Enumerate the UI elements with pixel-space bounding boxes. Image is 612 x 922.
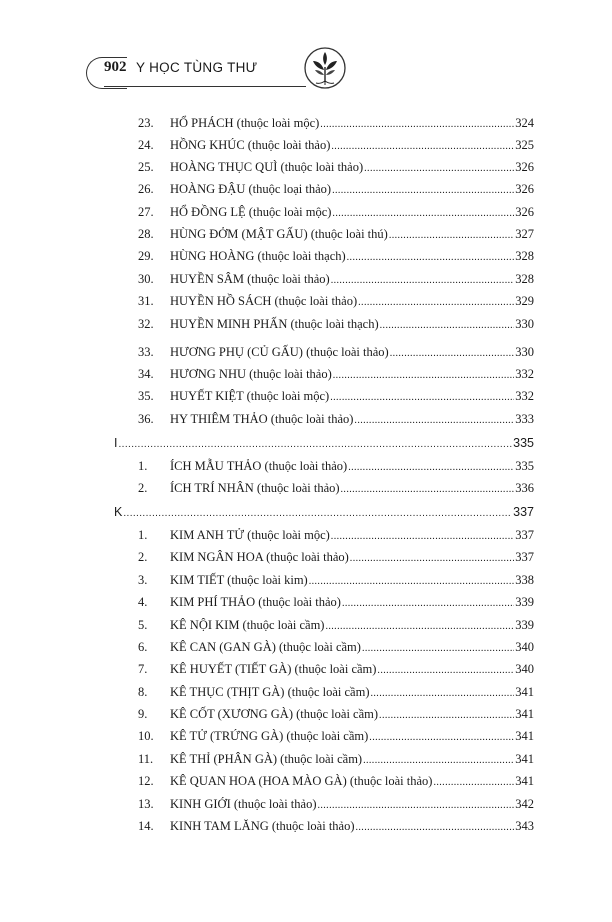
entry-title: HỒNG KHÚC (thuộc loài thảo) <box>170 138 331 152</box>
toc-entry-row <box>0 343 612 361</box>
toc-entry-row <box>0 616 612 634</box>
entry-line <box>170 343 534 363</box>
toc-entry-row <box>0 158 612 176</box>
entry-title: ÍCH MẪU THẢO (thuộc loài thảo) <box>170 459 348 473</box>
entry-number: 1. <box>138 459 148 473</box>
dot-leader <box>358 294 514 312</box>
book-title: Y HỌC TÙNG THƯ <box>136 60 258 75</box>
dot-leader <box>347 249 515 267</box>
entry-page-number: 337 <box>515 550 534 564</box>
entry-line <box>170 571 534 591</box>
toc-entry-row <box>0 526 612 544</box>
header-rule <box>104 86 306 87</box>
toc-entry-row <box>0 225 612 243</box>
toc-entry-row <box>0 795 612 813</box>
entry-number: 30. <box>138 272 154 286</box>
toc-entry-row <box>0 772 612 790</box>
dot-leader <box>333 367 515 385</box>
entry-number: 14. <box>138 819 154 833</box>
entry-number: 34. <box>138 367 154 381</box>
entry-title: KÊ CAN (GAN GÀ) (thuộc loài cầm) <box>170 640 361 654</box>
dot-leader <box>331 528 514 546</box>
entry-line <box>170 616 534 636</box>
entry-page-number: 332 <box>515 367 534 381</box>
entry-number: 6. <box>138 640 148 654</box>
dot-leader <box>317 797 514 815</box>
entry-page-number: 329 <box>515 294 534 308</box>
entry-title: HOÀNG ĐẬU (thuộc loại thảo) <box>170 182 332 196</box>
toc-entry-row <box>0 727 612 745</box>
entry-number: 9. <box>138 707 148 721</box>
toc-entry-row <box>0 571 612 589</box>
entry-page-number: 341 <box>515 685 534 699</box>
toc-entry-row <box>0 638 612 656</box>
section-heading-row <box>0 503 612 521</box>
section-page-number: 335 <box>513 436 534 450</box>
section-letter: I <box>114 436 118 450</box>
entry-line <box>170 727 534 747</box>
entry-line <box>170 247 534 267</box>
entry-title: KÊ NỘI KIM (thuộc loài cầm) <box>170 618 325 632</box>
toc-entry-row <box>0 660 612 678</box>
entry-line <box>170 410 534 430</box>
entry-line <box>170 114 534 134</box>
entry-title: KÊ HUYẾT (TIẾT GÀ) (thuộc loài cầm) <box>170 662 377 676</box>
dot-leader <box>379 707 514 725</box>
entry-line <box>170 292 534 312</box>
entry-title: KIM NGÂN HOA (thuộc loài thảo) <box>170 550 349 564</box>
entry-number: 27. <box>138 205 154 219</box>
entry-number: 2. <box>138 481 148 495</box>
entry-page-number: 339 <box>515 595 534 609</box>
entry-page-number: 335 <box>515 459 534 473</box>
entry-line <box>170 387 534 407</box>
dot-leader <box>118 436 512 454</box>
entry-number: 12. <box>138 774 154 788</box>
dot-leader <box>371 685 515 703</box>
entry-title: HOÀNG THỤC QUÌ (thuộc loài thảo) <box>170 160 364 174</box>
entry-number: 1. <box>138 528 148 542</box>
entry-page-number: 326 <box>515 182 534 196</box>
entry-page-number: 342 <box>515 797 534 811</box>
dot-leader <box>380 317 515 335</box>
entry-line <box>170 660 534 680</box>
entry-number: 10. <box>138 729 154 743</box>
dot-leader <box>363 752 514 770</box>
entry-line <box>170 548 534 568</box>
toc-entry-row <box>0 817 612 835</box>
entry-page-number: 333 <box>515 412 534 426</box>
entry-number: 24. <box>138 138 154 152</box>
running-header <box>0 0 612 100</box>
dot-leader <box>369 729 514 747</box>
toc-entry-row <box>0 365 612 383</box>
entry-title: KINH TAM LĂNG (thuộc loài thảo) <box>170 819 355 833</box>
entry-number: 26. <box>138 182 154 196</box>
entry-title: KIM ANH TỬ (thuộc loài mộc) <box>170 528 330 542</box>
entry-line <box>170 365 534 385</box>
dot-leader <box>342 595 514 613</box>
dot-leader <box>354 412 514 430</box>
dot-leader <box>123 505 512 523</box>
toc-entry-row <box>0 114 612 132</box>
entry-title: KÊ TỬ (TRỨNG GÀ) (thuộc loài cầm) <box>170 729 369 743</box>
toc-entry-row <box>0 203 612 221</box>
entry-page-number: 326 <box>515 205 534 219</box>
entry-title: KÊ QUAN HOA (HOA MÀO GÀ) (thuộc loài thảo) <box>170 774 433 788</box>
dot-leader <box>364 160 514 178</box>
entry-line <box>170 180 534 200</box>
toc-entry-row <box>0 750 612 768</box>
entry-title: HUYỀN MINH PHẤN (thuộc loài thạch) <box>170 317 379 331</box>
toc-entry-row <box>0 705 612 723</box>
entry-page-number: 341 <box>515 752 534 766</box>
section-line <box>114 434 534 454</box>
toc-entry-row <box>0 457 612 475</box>
entry-line <box>170 203 534 223</box>
entry-line <box>170 638 534 658</box>
entry-page-number: 340 <box>515 640 534 654</box>
section-heading-row <box>0 434 612 452</box>
entry-title: ÍCH TRÍ NHÂN (thuộc loài thảo) <box>170 481 340 495</box>
entry-number: 11. <box>138 752 154 766</box>
entry-title: KINH GIỚI (thuộc loài thảo) <box>170 797 317 811</box>
toc-entry-row <box>0 548 612 566</box>
entry-number: 25. <box>138 160 154 174</box>
entry-line <box>170 750 534 770</box>
toc-entry-row <box>0 292 612 310</box>
entry-page-number: 341 <box>515 729 534 743</box>
toc-entry-row <box>0 683 612 701</box>
entry-title: KIM PHÍ THẢO (thuộc loài thảo) <box>170 595 341 609</box>
entry-line <box>170 817 534 837</box>
entry-number: 31. <box>138 294 154 308</box>
section-letter: K <box>114 505 123 519</box>
dot-leader <box>356 819 515 837</box>
entry-number: 13. <box>138 797 154 811</box>
entry-number: 23. <box>138 116 154 130</box>
entry-title: KIM TIẾT (thuộc loài kim) <box>170 573 308 587</box>
entry-title: HƯƠNG NHU (thuộc loài thảo) <box>170 367 332 381</box>
toc-entry-row <box>0 136 612 154</box>
dot-leader <box>362 640 514 658</box>
entry-line <box>170 772 534 792</box>
entry-number: 28. <box>138 227 154 241</box>
entry-number: 36. <box>138 412 154 426</box>
entry-title: HUYỀN SÂM (thuộc loài thảo) <box>170 272 330 286</box>
entry-number: 7. <box>138 662 148 676</box>
dot-leader <box>389 227 514 245</box>
entry-number: 29. <box>138 249 154 263</box>
dot-leader <box>309 573 515 591</box>
entry-title: KÊ THỈ (PHÂN GÀ) (thuộc loài cầm) <box>170 752 363 766</box>
entry-page-number: 324 <box>515 116 534 130</box>
entry-page-number: 332 <box>515 389 534 403</box>
dot-leader <box>350 550 514 568</box>
entry-line <box>170 683 534 703</box>
entry-page-number: 336 <box>515 481 534 495</box>
entry-page-number: 340 <box>515 662 534 676</box>
entry-title: HỔ ĐỒNG LỆ (thuộc loài mộc) <box>170 205 332 219</box>
dot-leader <box>348 459 514 477</box>
entry-line <box>170 457 534 477</box>
dot-leader <box>320 116 514 134</box>
section-line <box>114 503 534 523</box>
toc-entry-row <box>0 247 612 265</box>
entry-number: 4. <box>138 595 148 609</box>
entry-line <box>170 705 534 725</box>
toc-entry-row <box>0 593 612 611</box>
entry-line <box>170 136 534 156</box>
toc-entry-row <box>0 315 612 333</box>
entry-page-number: 327 <box>515 227 534 241</box>
entry-line <box>170 315 534 335</box>
entry-number: 32. <box>138 317 154 331</box>
entry-page-number: 330 <box>515 317 534 331</box>
entry-number: 33. <box>138 345 154 359</box>
entry-page-number: 338 <box>515 573 534 587</box>
dot-leader <box>377 662 514 680</box>
entry-title: HÙNG ĐỞM (MẬT GẤU) (thuộc loài thú) <box>170 227 388 241</box>
entry-page-number: 341 <box>515 707 534 721</box>
entry-line <box>170 479 534 499</box>
entry-title: HY THIÊM THẢO (thuộc loài thảo) <box>170 412 354 426</box>
section-page-number: 337 <box>513 505 534 519</box>
entry-title: HỔ PHÁCH (thuộc loài mộc) <box>170 116 320 130</box>
entry-page-number: 341 <box>515 774 534 788</box>
entry-title: HÙNG HOÀNG (thuộc loài thạch) <box>170 249 346 263</box>
dot-leader <box>325 618 514 636</box>
entry-title: HUYẾT KIỆT (thuộc loài mộc) <box>170 389 330 403</box>
page-number: 902 <box>104 59 127 75</box>
entry-line <box>170 593 534 613</box>
toc-entry-row <box>0 479 612 497</box>
entry-page-number: 337 <box>515 528 534 542</box>
entry-number: 8. <box>138 685 148 699</box>
dot-leader <box>433 774 514 792</box>
entry-title: KÊ THỤC (THỊT GÀ) (thuộc loài cầm) <box>170 685 370 699</box>
toc-entry-row <box>0 410 612 428</box>
entry-line <box>170 795 534 815</box>
entry-title: HƯƠNG PHỤ (CỦ GẤU) (thuộc loài thảo) <box>170 345 389 359</box>
toc-entry-row <box>0 387 612 405</box>
dot-leader <box>390 345 515 363</box>
entry-line <box>170 270 534 290</box>
entry-page-number: 339 <box>515 618 534 632</box>
toc-entry-row <box>0 270 612 288</box>
dot-leader <box>332 182 514 200</box>
entry-number: 5. <box>138 618 148 632</box>
entry-title: HUYỀN HỒ SÁCH (thuộc loài thảo) <box>170 294 358 308</box>
entry-line <box>170 526 534 546</box>
dot-leader <box>331 138 514 156</box>
dot-leader <box>331 272 515 290</box>
entry-page-number: 328 <box>515 272 534 286</box>
entry-page-number: 343 <box>515 819 534 833</box>
toc-entry-row <box>0 180 612 198</box>
herb-plant-logo-icon <box>302 45 348 91</box>
entry-page-number: 325 <box>515 138 534 152</box>
dot-leader <box>341 481 515 499</box>
entry-page-number: 328 <box>515 249 534 263</box>
entry-number: 35. <box>138 389 154 403</box>
entry-page-number: 330 <box>515 345 534 359</box>
entry-line <box>170 225 534 245</box>
entry-line <box>170 158 534 178</box>
entry-number: 3. <box>138 573 148 587</box>
dot-leader <box>330 389 514 407</box>
dot-leader <box>332 205 514 223</box>
entry-number: 2. <box>138 550 148 564</box>
entry-title: KÊ CỐT (XƯƠNG GÀ) (thuộc loài cầm) <box>170 707 379 721</box>
entry-page-number: 326 <box>515 160 534 174</box>
